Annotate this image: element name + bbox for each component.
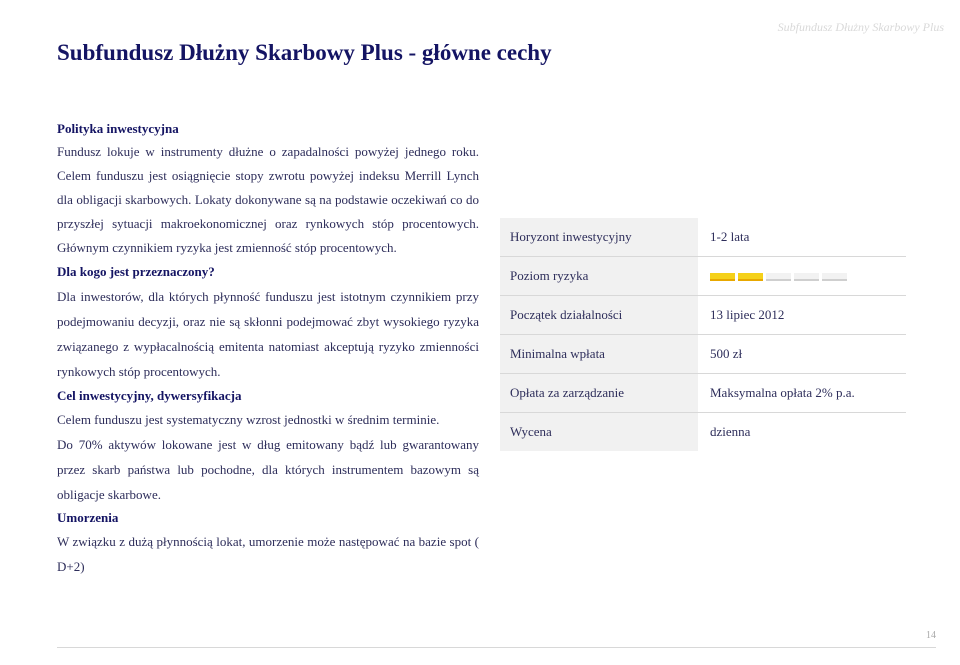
fund-description xyxy=(57,118,479,579)
redemption-text: W związku z dużą płynnością lokat, umorzenie może następować na bazie spot ( D+2) xyxy=(57,534,479,574)
goal-text-1: Celem funduszu jest systematyczny wzrost jednostki w średnim terminie. xyxy=(57,412,440,427)
min-payment-value: 500 zł xyxy=(698,335,906,374)
page-title: Subfundusz Dłużny Skarbowy Plus - główne cechy xyxy=(57,40,552,65)
page-divider xyxy=(57,647,936,648)
horizon-label: Horyzont inwestycyjny xyxy=(500,218,698,257)
running-header: Subfundusz Dłużny Skarbowy Plus xyxy=(777,20,944,34)
risk-value xyxy=(698,257,906,296)
fact-row-min-payment xyxy=(500,335,906,374)
audience-heading: Dla kogo jest przeznaczony? xyxy=(57,264,215,279)
risk-segment-filled xyxy=(738,273,763,281)
risk-segment-filled xyxy=(710,273,735,281)
fact-row-valuation xyxy=(500,413,906,452)
risk-level-indicator xyxy=(710,273,847,281)
policy-text: Fundusz lokuje w instrumenty dłużne o zapadalności powyżej jednego roku. Celem funduszu jest osiągnięcie stopy zwrotu powyżej indeksu Merrill Lynch dla obligacji skarbowych. Lokaty dokonywane są na podstawie oczekiwań co do przyszłej sytuacji makroekonomicznej oraz rynkowych stóp procentowych. Głównym czynnikiem ryzyka jest zmienność stóp procentowych. xyxy=(57,144,479,255)
policy-heading: Polityka inwestycyjna xyxy=(57,121,179,136)
fact-row-fee xyxy=(500,374,906,413)
start-label: Początek działalności xyxy=(500,296,698,335)
goal-heading: Cel inwestycyjny, dywersyfikacja xyxy=(57,388,242,403)
valuation-label: Wycena xyxy=(500,413,698,452)
fee-label: Opłata za zarządzanie xyxy=(500,374,698,413)
page-number: 14 xyxy=(926,630,936,641)
fact-row-start xyxy=(500,296,906,335)
goal-text-2: Do 70% aktywów lokowane jest w dług emitowany bądź lub gwarantowany przez skarb państwa lub pochodne, dla których instrumentem bazowym są obligacje skarbowe. xyxy=(57,437,479,502)
risk-label: Poziom ryzyka xyxy=(500,257,698,296)
risk-segment-empty xyxy=(794,273,819,281)
fund-facts-table xyxy=(500,218,906,451)
risk-segment-empty xyxy=(822,273,847,281)
fee-value: Maksymalna opłata 2% p.a. xyxy=(698,374,906,413)
horizon-value: 1-2 lata xyxy=(698,218,906,257)
redemption-heading: Umorzenia xyxy=(57,510,119,525)
risk-segment-empty xyxy=(766,273,791,281)
fact-row-horizon xyxy=(500,218,906,257)
fact-row-risk xyxy=(500,257,906,296)
valuation-value: dzienna xyxy=(710,424,751,439)
start-value: 13 lipiec 2012 xyxy=(698,296,906,335)
audience-text: Dla inwestorów, dla których płynność funduszu jest istotnym czynnikiem przy podejmowaniu decyzji, oraz nie są skłonni podejmować zbyt wysokiego ryzyka związanego z wypłacalnością emitenta natomiast akceptują ryzyko zmienności rynkowych stóp procentowych. xyxy=(57,289,479,379)
min-payment-label: Minimalna wpłata xyxy=(500,335,698,374)
